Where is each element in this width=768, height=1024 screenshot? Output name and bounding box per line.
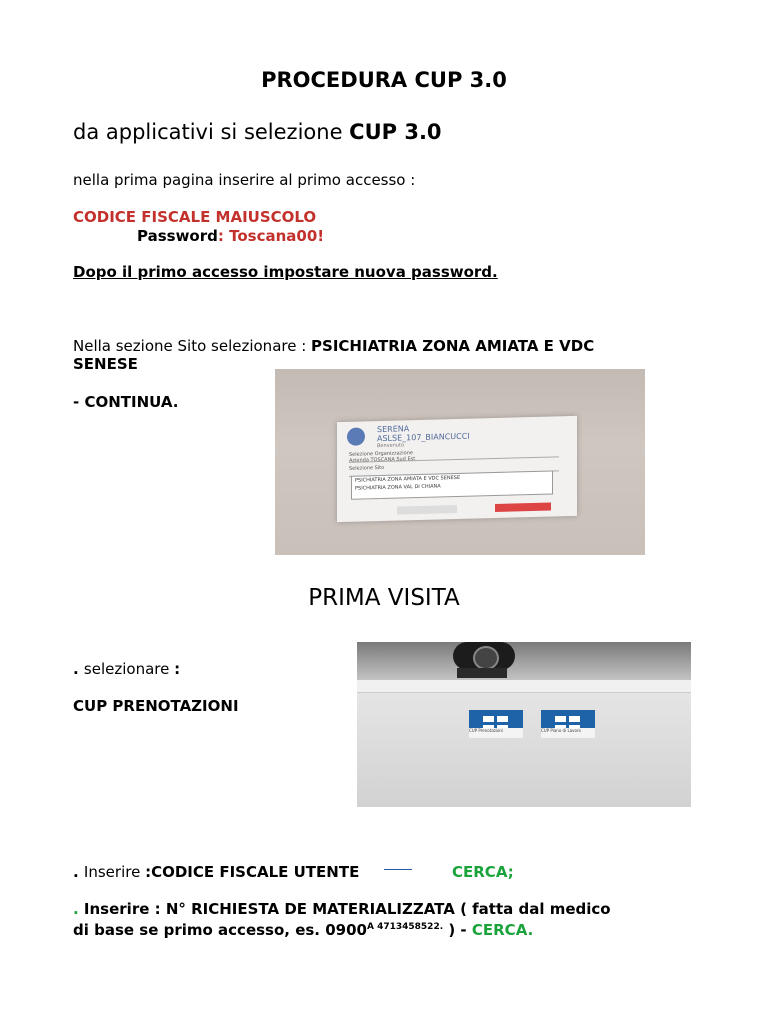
org-label: Selezione Organizzazione (349, 450, 413, 458)
sito-label: Selezione Sito (349, 464, 385, 472)
dialog-welcome: Benvenuto (377, 442, 405, 450)
sito-option: PSICHIATRIA ZONA VAL DI CHIANA (355, 483, 441, 492)
prima-visita-heading: PRIMA VISITA (308, 585, 460, 611)
intro-prefix: da applicativi si selezione (73, 120, 350, 144)
first-page-instruction: nella prima pagina inserire al primo accesso : (73, 171, 416, 189)
intro-line (73, 120, 442, 144)
selezionare-line: . selezionare : (73, 660, 181, 678)
login-dialog (337, 416, 577, 522)
cerca-label-1: CERCA; (452, 863, 514, 881)
dialog-cancel-button (397, 505, 457, 515)
password-label: Password (137, 227, 218, 245)
inserire-richiesta-line: . Inserire : N° RICHIESTA DE MATERIALIZZATA ( fatta dal medico di base se primo accesso, es. $0900^{A 4713458522.}$ ) - CERCA. (73, 900, 611, 939)
intro-cup: CUP 3.0 (349, 120, 442, 144)
dialog-user-name: SERENA (377, 424, 410, 435)
sito-instruction (73, 337, 713, 373)
sito-value-line2: SENESE (73, 355, 138, 373)
cup-menu-photo (357, 642, 691, 807)
codice-fiscale-note: CODICE FISCALE MAIUSCOLO (73, 208, 317, 226)
sito-value-line1: PSICHIATRIA ZONA AMIATA E VDC (311, 337, 595, 355)
webcam-icon (453, 642, 515, 670)
new-password-note: Dopo il primo accesso impostare nuova password. (73, 263, 498, 281)
cup-prenotazioni-label: CUP PRENOTAZIONI (73, 697, 239, 715)
continua-instruction: - CONTINUA. (73, 393, 179, 411)
document-title: PROCEDURA CUP 3.0 (261, 68, 507, 92)
tile2-caption: CUP Piano di Lavoro (541, 728, 595, 738)
arrow-line (384, 869, 412, 870)
sito-dropdown-list (351, 470, 553, 499)
dialog-continue-button (495, 503, 551, 512)
user-avatar-icon (347, 427, 365, 445)
login-dialog-photo (275, 369, 645, 555)
password-value: : Toscana00! (217, 227, 325, 245)
tile1-caption: CUP Prenotazioni (469, 728, 523, 738)
password-line (137, 227, 324, 245)
sito-prefix: Nella sezione Sito selezionare : (73, 337, 312, 355)
org-value: Azienda TOSCANA Sud Est (349, 456, 416, 464)
sito-option: PSICHIATRIA ZONA AMIATA E VDC SENESE (355, 474, 461, 484)
inserire-codice-line: . Inserire :CODICE FISCALE UTENTE (73, 863, 360, 881)
cerca-label-2: CERCA. (471, 921, 534, 939)
dialog-user-id: ASLSE_107_BIANCUCCI (377, 431, 470, 444)
